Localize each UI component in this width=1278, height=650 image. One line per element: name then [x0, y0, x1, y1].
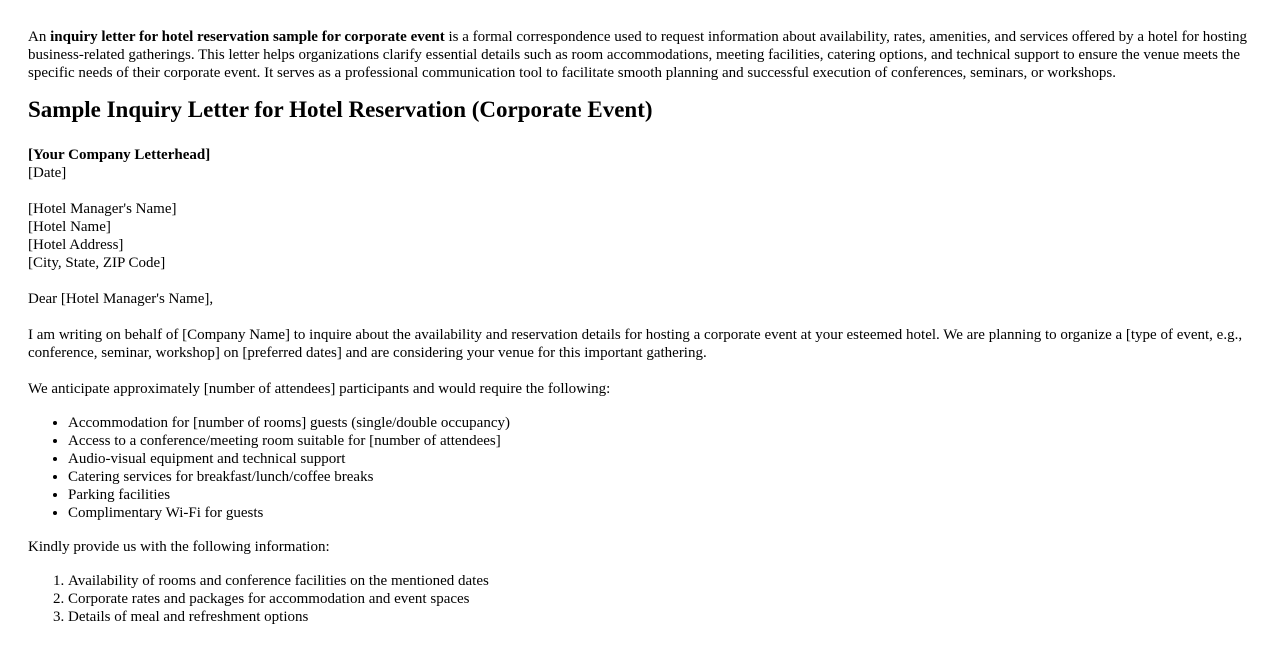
body-paragraph-1: I am writing on behalf of [Company Name] to inquire about the availability and reservation details for hosting a corporate event at your esteemed hotel. We are planning to organize a [type of event, e.g., conference, seminar, workshop] on [preferred dates] and are considering your venue for this important gathering. [28, 327, 1243, 361]
body-paragraph-3: Kindly provide us with the following information: [28, 539, 330, 555]
list-item: • Access to a conference/meeting room suitable for [number of attendees] [68, 432, 1250, 450]
list-item: 2. Corporate rates and packages for accommodation and event spaces [68, 590, 1250, 608]
page-title: Sample Inquiry Letter for Hotel Reservation (Corporate Event) [28, 97, 653, 122]
recipient-name: [Hotel Manager's Name] [28, 201, 177, 217]
intro-bold-term: inquiry letter for hotel reservation sample for corporate event [50, 29, 445, 45]
list-item: 1. Availability of rooms and conference facilities on the mentioned dates [68, 572, 1250, 590]
info-requests-list [28, 572, 1250, 626]
list-item: • Audio-visual equipment and technical support [68, 450, 1250, 468]
requirements-list [28, 414, 1250, 522]
recipient-street: [Hotel Address] [28, 237, 124, 253]
intro-prefix: An [28, 29, 51, 45]
letter-header [28, 146, 1250, 182]
letter-date: [Date] [28, 165, 67, 181]
recipient-address [28, 200, 1250, 272]
recipient-city: [City, State, ZIP Code] [28, 255, 166, 271]
intro-rest: is a formal correspondence used to request information about availability, rates, amenities, and services offered by a hotel for hosting business-related gatherings. This letter helps organizations clarify essential details such as room accommodations, meeting facilities, catering options, and technical support to ensure the venue meets the specific needs of their corporate event. It serves as a professional communication tool to facilitate smooth planning and successful execution of conferences, seminars, or workshops. [28, 29, 1247, 81]
salutation: Dear [Hotel Manager's Name], [28, 291, 214, 307]
recipient-hotel: [Hotel Name] [28, 219, 111, 235]
letterhead: [Your Company Letterhead] [28, 147, 211, 163]
list-item: 3. Details of meal and refreshment options [68, 608, 1250, 626]
body-paragraph-2: We anticipate approximately [number of attendees] participants and would require the following: [28, 381, 611, 397]
intro-paragraph [28, 28, 1250, 82]
list-item: • Complimentary Wi-Fi for guests [68, 504, 1250, 522]
list-item: • Catering services for breakfast/lunch/coffee breaks [68, 468, 1250, 486]
list-item: • Accommodation for [number of rooms] guests (single/double occupancy) [68, 414, 1250, 432]
list-item: • Parking facilities [68, 486, 1250, 504]
